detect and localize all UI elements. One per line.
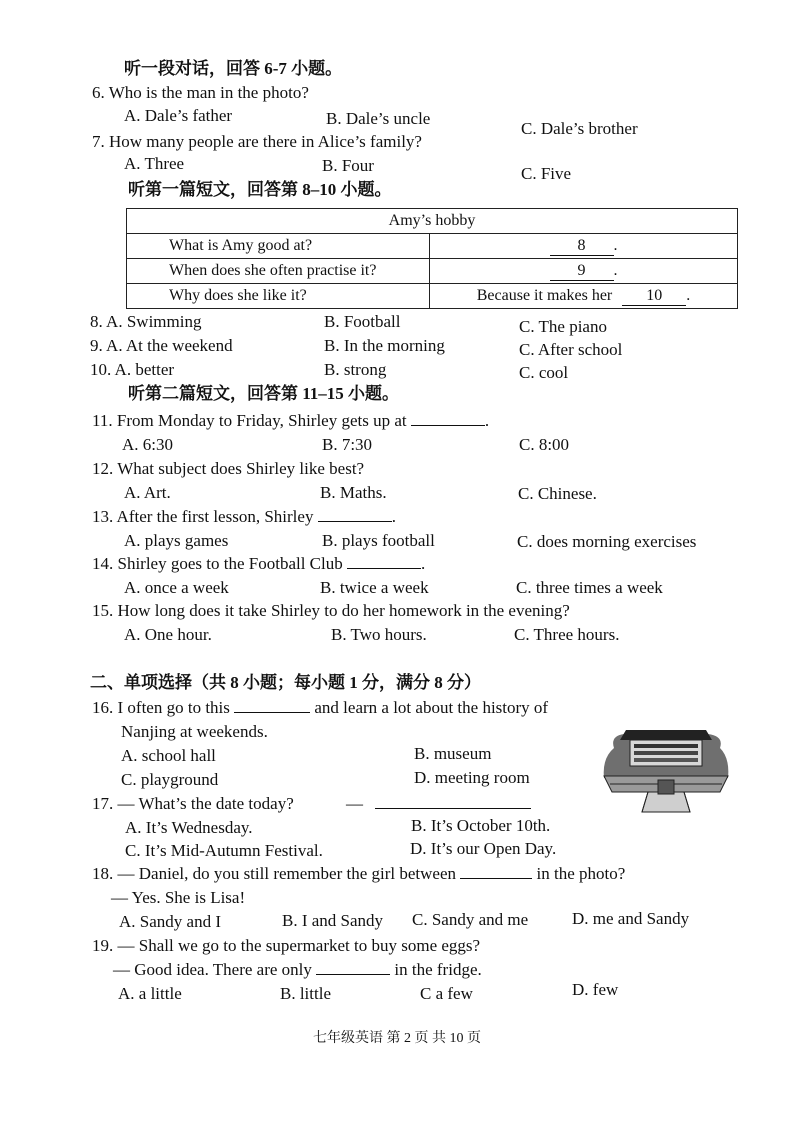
q12-option-a: A. Art.	[124, 483, 171, 502]
question-11-stem: 11. From Monday to Friday, Shirley gets up at .	[92, 411, 490, 430]
q18-option-c: C. Sandy and me	[412, 910, 529, 929]
q19-option-b: B. little	[280, 984, 331, 1003]
q6-option-b: B. Dale’s uncle	[326, 109, 431, 128]
q8-option-b: B. Football	[324, 312, 401, 331]
q19-reply-part2: in the fridge.	[394, 960, 482, 979]
q17-dash-text: —	[346, 794, 363, 813]
q18-option-a: A. Sandy and I	[119, 912, 221, 931]
q13-option-b: B. plays football	[322, 531, 435, 550]
q17-option-b: B. It’s October 10th.	[411, 816, 551, 835]
q12-option-c: C. Chinese.	[518, 484, 597, 503]
q18-option-b: B. I and Sandy	[282, 911, 384, 930]
question-19-stem: 19. — Shall we go to the supermarket to buy some eggs?	[92, 936, 481, 955]
q16-option-d: D. meeting room	[414, 768, 530, 787]
q17-option-d: D. It’s our Open Day.	[410, 839, 557, 858]
q19-reply	[113, 961, 482, 978]
q19-reply-part1: — Good idea. There are only	[113, 960, 312, 979]
q8-option-c: C. The piano	[519, 317, 607, 336]
instruction-11-15: 听第二篇短文，回答第 11–15 小题。	[128, 384, 400, 403]
table-answer-cell: 9 .	[430, 259, 738, 284]
q9-option-b: B. In the morning	[324, 336, 445, 355]
answer-blank	[347, 568, 421, 569]
q11-option-a: A. 6:30	[122, 435, 173, 454]
q16-option-a: A. school hall	[121, 746, 216, 765]
instruction-6-7: 听一段对话，回答 6-7 小题。	[124, 59, 343, 78]
q16-stem-part1: 16. I often go to this	[92, 698, 230, 717]
page-footer: 七年级英语 第 2 页 共 10 页	[313, 1031, 481, 1046]
q8-option-a: 8. A. Swimming	[90, 312, 202, 331]
question-13-stem: 13. After the first lesson, Shirley .	[92, 507, 396, 526]
q11-option-c: C. 8:00	[519, 435, 570, 454]
q18-option-d: D. me and Sandy	[572, 909, 690, 928]
q19-option-a: A. a little	[118, 984, 182, 1003]
answer-prefix: Because it makes her	[476, 286, 613, 304]
q14-option-c: C. three times a week	[516, 578, 663, 597]
q13-option-c: C. does morning exercises	[517, 532, 697, 551]
question-16-stem	[92, 699, 548, 716]
table-answer-cell: 8 .	[430, 234, 738, 259]
q16-option-b: B. museum	[414, 744, 492, 763]
question-15-stem: 15. How long does it take Shirley to do her homework in the evening?	[92, 601, 570, 620]
q16-stem-line2: Nanjing at weekends.	[121, 722, 268, 741]
question-7-stem: 7. How many people are there in Alice’s family?	[92, 132, 422, 151]
q18-stem-part2: in the photo?	[536, 864, 626, 883]
q7-option-c: C. Five	[521, 164, 572, 183]
question-12-stem: 12. What subject does Shirley like best?	[92, 459, 365, 478]
museum-illustration	[600, 718, 732, 814]
q18-stem-part1: 18. — Daniel, do you still remember the girl between	[92, 864, 456, 883]
question-18-stem	[92, 865, 625, 882]
answer-blank	[460, 878, 532, 879]
q17-dash	[346, 795, 531, 812]
amy-hobby-table	[126, 208, 738, 309]
answer-blank	[375, 808, 531, 809]
table-row	[127, 234, 738, 259]
q19-option-c: C a few	[420, 984, 473, 1003]
table-question: When does she often practise it?	[127, 259, 430, 284]
q6-option-c: C. Dale’s brother	[521, 119, 638, 138]
q12-option-b: B. Maths.	[320, 483, 387, 502]
q16-stem-part2: and learn a lot about the history of	[314, 698, 549, 717]
q14-option-a: A. once a week	[124, 578, 229, 597]
question-6-stem: 6. Who is the man in the photo?	[92, 83, 309, 102]
answer-blank	[316, 974, 390, 975]
q7-option-a: A. Three	[124, 154, 185, 173]
table-answer-cell: Because it makes her 10 .	[430, 284, 738, 309]
instruction-8-10: 听第一篇短文，回答第 8–10 小题。	[128, 180, 392, 199]
question-17-stem: 17. — What’s the date today?	[92, 794, 294, 813]
table-question: Why does she like it?	[127, 284, 430, 309]
answer-blank	[411, 425, 485, 426]
answer-blank	[318, 521, 392, 522]
q14-option-b: B. twice a week	[320, 578, 429, 597]
q15-option-a: A. One hour.	[124, 625, 212, 644]
q18-reply: — Yes. She is Lisa!	[111, 888, 246, 907]
q15-option-c: C. Three hours.	[514, 625, 620, 644]
section-heading: 二、单项选择（共 8 小题；每小题 1 分，满分 8 分）	[90, 673, 481, 692]
q11-option-b: B. 7:30	[322, 435, 373, 454]
q9-option-c: C. After school	[519, 340, 623, 359]
q6-option-a: A. Dale’s father	[124, 106, 233, 125]
table-title: Amy’s hobby	[127, 209, 738, 234]
q19-option-d: D. few	[572, 980, 619, 999]
answer-blank-9: 9	[550, 262, 614, 281]
q9-option-a: 9. A. At the weekend	[90, 336, 233, 355]
table-row	[127, 259, 738, 284]
table-question: What is Amy good at?	[127, 234, 430, 259]
q7-option-b: B. Four	[322, 156, 374, 175]
question-14-stem: 14. Shirley goes to the Football Club .	[92, 554, 426, 573]
q13-option-a: A. plays games	[124, 531, 229, 550]
q10-option-a: 10. A. better	[90, 360, 175, 379]
answer-blank-8: 8	[550, 237, 614, 256]
answer-blank-10: 10	[622, 287, 686, 306]
q16-option-c: C. playground	[121, 770, 219, 789]
q10-option-b: B. strong	[324, 360, 387, 379]
table-row	[127, 284, 738, 309]
q17-option-c: C. It’s Mid-Autumn Festival.	[125, 841, 323, 860]
q15-option-b: B. Two hours.	[331, 625, 427, 644]
q14-stem-text: 14. Shirley goes to the Football Club	[92, 554, 343, 573]
q13-stem-text: 13. After the first lesson, Shirley	[92, 507, 314, 526]
q17-option-a: A. It’s Wednesday.	[125, 818, 253, 837]
q11-stem-text: 11. From Monday to Friday, Shirley gets up at	[92, 411, 407, 430]
answer-blank	[234, 712, 310, 713]
q10-option-c: C. cool	[519, 363, 569, 382]
